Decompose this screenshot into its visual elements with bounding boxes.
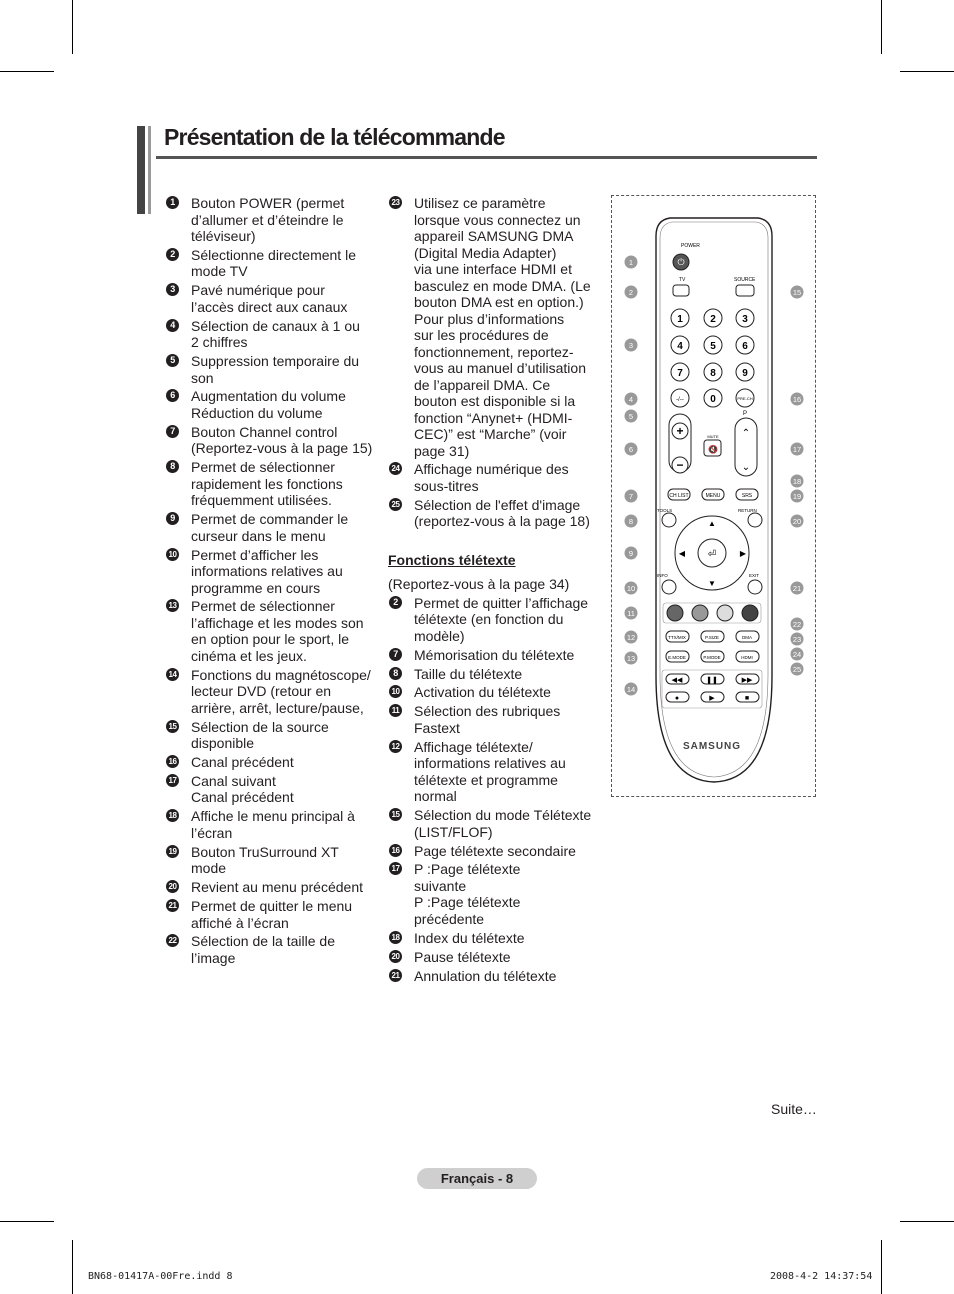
left-arrow-icon: ◀ (678, 549, 686, 558)
item-text: Bouton POWER (permet d’allumer et d’éteindre le téléviseur) (191, 195, 345, 244)
chlist-label: CH LIST (669, 493, 689, 499)
digit-label: 1 (677, 314, 683, 325)
callout-number: 6 (628, 445, 634, 454)
list-item (388, 461, 600, 494)
item-text: Sélection de canaux à 1 ou 2 chiffres (191, 317, 360, 351)
list-item (388, 497, 600, 530)
callout-number: 17 (792, 445, 802, 454)
list-item (165, 318, 377, 351)
rewind-icon: ◀◀ (671, 677, 683, 684)
list-item (165, 773, 377, 806)
item-text: Activation du télétexte (414, 684, 551, 701)
list-item (165, 898, 377, 931)
list-item (388, 666, 600, 683)
callout-number: 25 (792, 665, 802, 674)
item-number-badge: 2 (166, 248, 179, 261)
callout-number: 19 (792, 492, 802, 501)
item-text: Sélection du mode Télétexte (LIST/FLOF) (414, 807, 592, 840)
list-item (165, 195, 377, 245)
item-text: Bouton TruSurround XT mode (191, 843, 339, 877)
list-item (388, 968, 600, 985)
source-button[interactable] (736, 285, 754, 296)
item-number-badge: 20 (389, 950, 402, 963)
tools-label: TOOLS (657, 508, 673, 513)
crop-mark (900, 1221, 954, 1222)
right-arrow-icon: ▶ (739, 549, 747, 558)
callout-number: 15 (792, 288, 802, 297)
item-text: Utilisez ce paramètre lorsque vous connectez un appareil SAMSUNG DMA (Digital Media Adapter) via une interface HDMI et basculez en mode DMA. (Le bouton DMA est en option.) Pour plus d’informations sur les procédures de fonctionnement, reportez- vous au manuel d’utilisation de l’appareil DMA. Ce bouton est disponible si la fonction “Anynet+ (HDMI- CEC)” est “Marche” (voir page 31) (414, 195, 591, 459)
item-text: Permet de commander le curseur dans le menu (191, 511, 349, 544)
middle-items (388, 195, 600, 530)
item-number-badge: 20 (166, 880, 179, 893)
stop-icon: ■ (744, 695, 750, 702)
list-item (388, 843, 600, 860)
teletext-reference: (Reportez-vous à la page 34) (388, 576, 570, 593)
callout-number: 11 (627, 609, 635, 618)
info-label: INFO (657, 573, 668, 578)
dash-label: -/-- (676, 397, 684, 403)
tools-button[interactable] (662, 513, 676, 527)
number-pad (671, 309, 754, 381)
list-item (165, 719, 377, 752)
callout-number: 12 (626, 633, 636, 642)
svg-text:⏻: ⏻ (677, 257, 685, 267)
callout-number: 7 (628, 492, 634, 501)
callout-number: 1 (628, 258, 634, 267)
item-number-badge: 18 (166, 809, 179, 822)
blue-button[interactable] (742, 605, 758, 621)
item-number-badge: 7 (166, 425, 179, 438)
psize-label: P.SIZE (705, 635, 719, 640)
callout-number: 16 (792, 395, 802, 404)
title-rule (156, 156, 817, 159)
item-text: Sélection de la taille de l’image (191, 933, 335, 966)
item-number-badge: 19 (166, 845, 179, 858)
list-item (165, 754, 377, 771)
item-text: Index du télétexte (414, 929, 525, 946)
continue-label: Suite… (771, 1101, 817, 1117)
list-item (388, 647, 600, 664)
crop-mark (900, 71, 954, 72)
item-text: Affichage télétexte/ informations relatives au télétexte et programme normal (414, 738, 566, 805)
list-item (165, 844, 377, 877)
item-number-badge: 6 (166, 389, 179, 402)
up-arrow-icon: ▲ (708, 519, 716, 528)
middle-column (388, 195, 600, 986)
crop-mark (72, 0, 73, 54)
list-item (165, 933, 377, 966)
callout-number: 21 (792, 584, 802, 593)
channel-up-icon: ⌃ (741, 428, 751, 439)
list-item (388, 739, 600, 805)
svg-text:−: − (676, 458, 684, 472)
callout-number: 4 (628, 395, 634, 404)
item-text: Permet de sélectionner l’affichage et les modes son en option pour le sport, le cinéma et les jeux. (191, 598, 364, 664)
item-number-badge: 14 (166, 668, 179, 681)
title-accent-bar (148, 126, 151, 214)
hdmi-label: HDMI (741, 655, 753, 660)
crop-mark (72, 1240, 73, 1294)
list-item (165, 808, 377, 841)
list-item (165, 459, 377, 509)
list-item (388, 949, 600, 966)
list-item (165, 247, 377, 280)
item-number-badge: 13 (166, 599, 179, 612)
play-icon: ▶ (709, 695, 715, 702)
item-number-badge: 3 (166, 283, 179, 296)
prech-label: PRE-CH (737, 396, 753, 401)
item-number-badge: 10 (389, 685, 402, 698)
list-item (165, 353, 377, 386)
fast-forward-icon: ▶▶ (741, 677, 753, 684)
mute-icon: 🔇 (708, 445, 718, 454)
crop-mark (0, 71, 54, 72)
brand-logo: SAMSUNG (682, 741, 742, 752)
list-item (388, 595, 600, 645)
record-icon: ● (674, 695, 680, 702)
item-text: Permet d’afficher les informations relatives au programme en cours (191, 546, 343, 596)
callout-number: 8 (628, 517, 634, 526)
list-item (388, 861, 600, 927)
list-item (165, 282, 377, 315)
item-text: Permet de quitter le menu affiché à l’écran (191, 898, 353, 931)
callout-number: 9 (628, 549, 634, 558)
list-item (165, 547, 377, 597)
item-number-badge: 8 (166, 460, 179, 473)
exit-button[interactable] (748, 580, 762, 594)
item-text: Permet de quitter l’affichage télétexte (en fonction du modèle) (414, 594, 589, 644)
crop-mark (881, 1240, 882, 1294)
digit-label: 5 (710, 341, 716, 352)
callout-number: 18 (792, 477, 802, 486)
list-item (165, 667, 377, 717)
list-item (388, 684, 600, 701)
pause-icon: ❚❚ (706, 677, 718, 684)
callout-number: 23 (792, 635, 802, 644)
item-number-badge: 9 (166, 512, 179, 525)
digit-label: 9 (742, 368, 748, 379)
dma-label: DMA (742, 635, 752, 640)
list-item (165, 598, 377, 664)
callout-number: 13 (626, 654, 636, 663)
item-number-badge: 12 (389, 740, 402, 753)
callout-number: 14 (626, 685, 636, 694)
item-text: Revient au menu précédent (191, 879, 363, 896)
item-number-badge: 18 (389, 931, 402, 944)
item-text: Bouton Channel control (Reportez-vous à la page 15) (191, 423, 373, 457)
callout-number: 22 (792, 620, 802, 629)
teletext-heading: Fonctions télétexte (388, 551, 516, 568)
item-text: P :Page télétexte suivante P :Page télétexte précédente (414, 861, 521, 927)
list-item (388, 930, 600, 947)
item-number-badge: 17 (389, 862, 402, 875)
item-number-badge: 7 (389, 648, 402, 661)
item-number-badge: 23 (389, 196, 402, 209)
yellow-button[interactable] (717, 605, 733, 621)
item-number-badge: 11 (389, 704, 402, 717)
pmode-label: P.MODE (703, 655, 721, 660)
channel-down-icon: ⌄ (741, 462, 751, 473)
exit-label: EXIT (749, 573, 760, 578)
item-text: Canal précédent (191, 754, 294, 771)
item-text: Sélection des rubriques Fastext (414, 703, 561, 736)
item-text: Sélection de l'effet d'image (reportez-vous à la page 18) (414, 496, 590, 530)
list-item (165, 424, 377, 457)
item-text: Pavé numérique pour l’accès direct aux canaux (191, 282, 348, 315)
item-text: Affichage numérique des sous-titres (414, 461, 569, 494)
item-text: Permet de sélectionner rapidement les fonctions fréquemment utilisées. (191, 459, 343, 509)
item-number-badge: 15 (389, 808, 402, 821)
return-label: RETURN (738, 508, 757, 513)
item-number-badge: 15 (166, 720, 179, 733)
item-text: Affiche le menu principal à l’écran (191, 808, 355, 841)
item-number-badge: 22 (166, 934, 179, 947)
emode-label: E.MODE (668, 655, 686, 660)
item-number-badge: 17 (166, 774, 179, 787)
callout-number: 2 (628, 288, 634, 297)
item-text: Pause télétexte (414, 948, 511, 965)
srs-label: SRS (741, 493, 753, 499)
list-item (388, 703, 600, 736)
callout-number: 3 (628, 341, 634, 350)
page-title: Présentation de la télécommande (164, 124, 505, 150)
item-text: Augmentation du volume Réduction du volume (191, 388, 346, 421)
ttx-label: TTX/MIX (668, 635, 686, 640)
red-button[interactable] (667, 605, 683, 621)
svg-text:+: + (676, 424, 684, 438)
digit-label: 7 (677, 368, 683, 379)
remote-control-diagram (612, 196, 817, 798)
digit-label: 2 (710, 314, 716, 325)
info-button[interactable] (662, 580, 676, 594)
down-arrow-icon: ▼ (708, 579, 716, 588)
item-number-badge: 16 (166, 755, 179, 768)
item-number-badge: 21 (166, 899, 179, 912)
item-text: Fonctions du magnétoscope/ lecteur DVD (retour en arrière, arrêt, lecture/pause, (191, 666, 371, 716)
menu-label: MENU (705, 493, 721, 499)
list-item (388, 195, 600, 459)
item-number-badge: 1 (166, 196, 179, 209)
item-number-badge: 10 (166, 548, 179, 561)
title-accent-bar (137, 126, 145, 214)
item-text: Sélection de la source disponible (191, 718, 329, 752)
item-text: Suppression temporaire du son (191, 353, 360, 386)
digit-label: 8 (710, 368, 716, 379)
callout-number: 5 (628, 412, 634, 421)
list-item (165, 511, 377, 544)
list-item (388, 807, 600, 840)
item-number-badge: 2 (389, 596, 402, 609)
callout-number: 20 (792, 517, 802, 526)
crop-mark (881, 0, 882, 54)
item-number-badge: 4 (166, 319, 179, 332)
zero-label: 0 (710, 394, 716, 405)
crop-mark (0, 1221, 54, 1222)
item-number-badge: 5 (166, 354, 179, 367)
item-text: Annulation du télétexte (414, 967, 557, 984)
item-text: Sélectionne directement le mode TV (191, 246, 356, 280)
list-item (165, 879, 377, 896)
p-label: P (743, 411, 748, 417)
item-number-badge: 25 (389, 498, 402, 511)
callout-number: 10 (626, 584, 636, 593)
callout-number: 24 (792, 650, 802, 659)
green-button[interactable] (692, 605, 708, 621)
source-label: SOURCE (734, 277, 756, 283)
digit-label: 6 (742, 341, 748, 352)
item-number-badge: 16 (389, 844, 402, 857)
item-text: Taille du télétexte (414, 665, 523, 682)
list-item (165, 388, 377, 421)
svg-text:⏎: ⏎ (707, 549, 717, 560)
item-number-badge: 24 (389, 462, 402, 475)
item-text: Page télétexte secondaire (414, 842, 576, 859)
mute-label: MUTE (707, 434, 719, 439)
footer-date: 2008-4-2 14:37:54 (770, 1271, 873, 1282)
item-text: Mémorisation du télétexte (414, 646, 575, 663)
item-number-badge: 21 (389, 969, 402, 982)
tv-button[interactable] (673, 285, 689, 296)
item-text: Canal suivant Canal précédent (191, 772, 294, 806)
page-number-badge: Français - 8 (417, 1168, 537, 1189)
footer-file: BN68-01417A-00Fre.indd 8 (88, 1271, 233, 1282)
digit-label: 3 (742, 314, 748, 325)
tv-label: TV (679, 277, 686, 283)
remote-illustration-frame (611, 195, 816, 797)
left-column (165, 195, 377, 969)
teletext-items (388, 595, 600, 984)
return-button[interactable] (748, 513, 762, 527)
item-number-badge: 8 (389, 667, 402, 680)
power-label: POWER (681, 243, 700, 249)
digit-label: 4 (677, 341, 683, 352)
